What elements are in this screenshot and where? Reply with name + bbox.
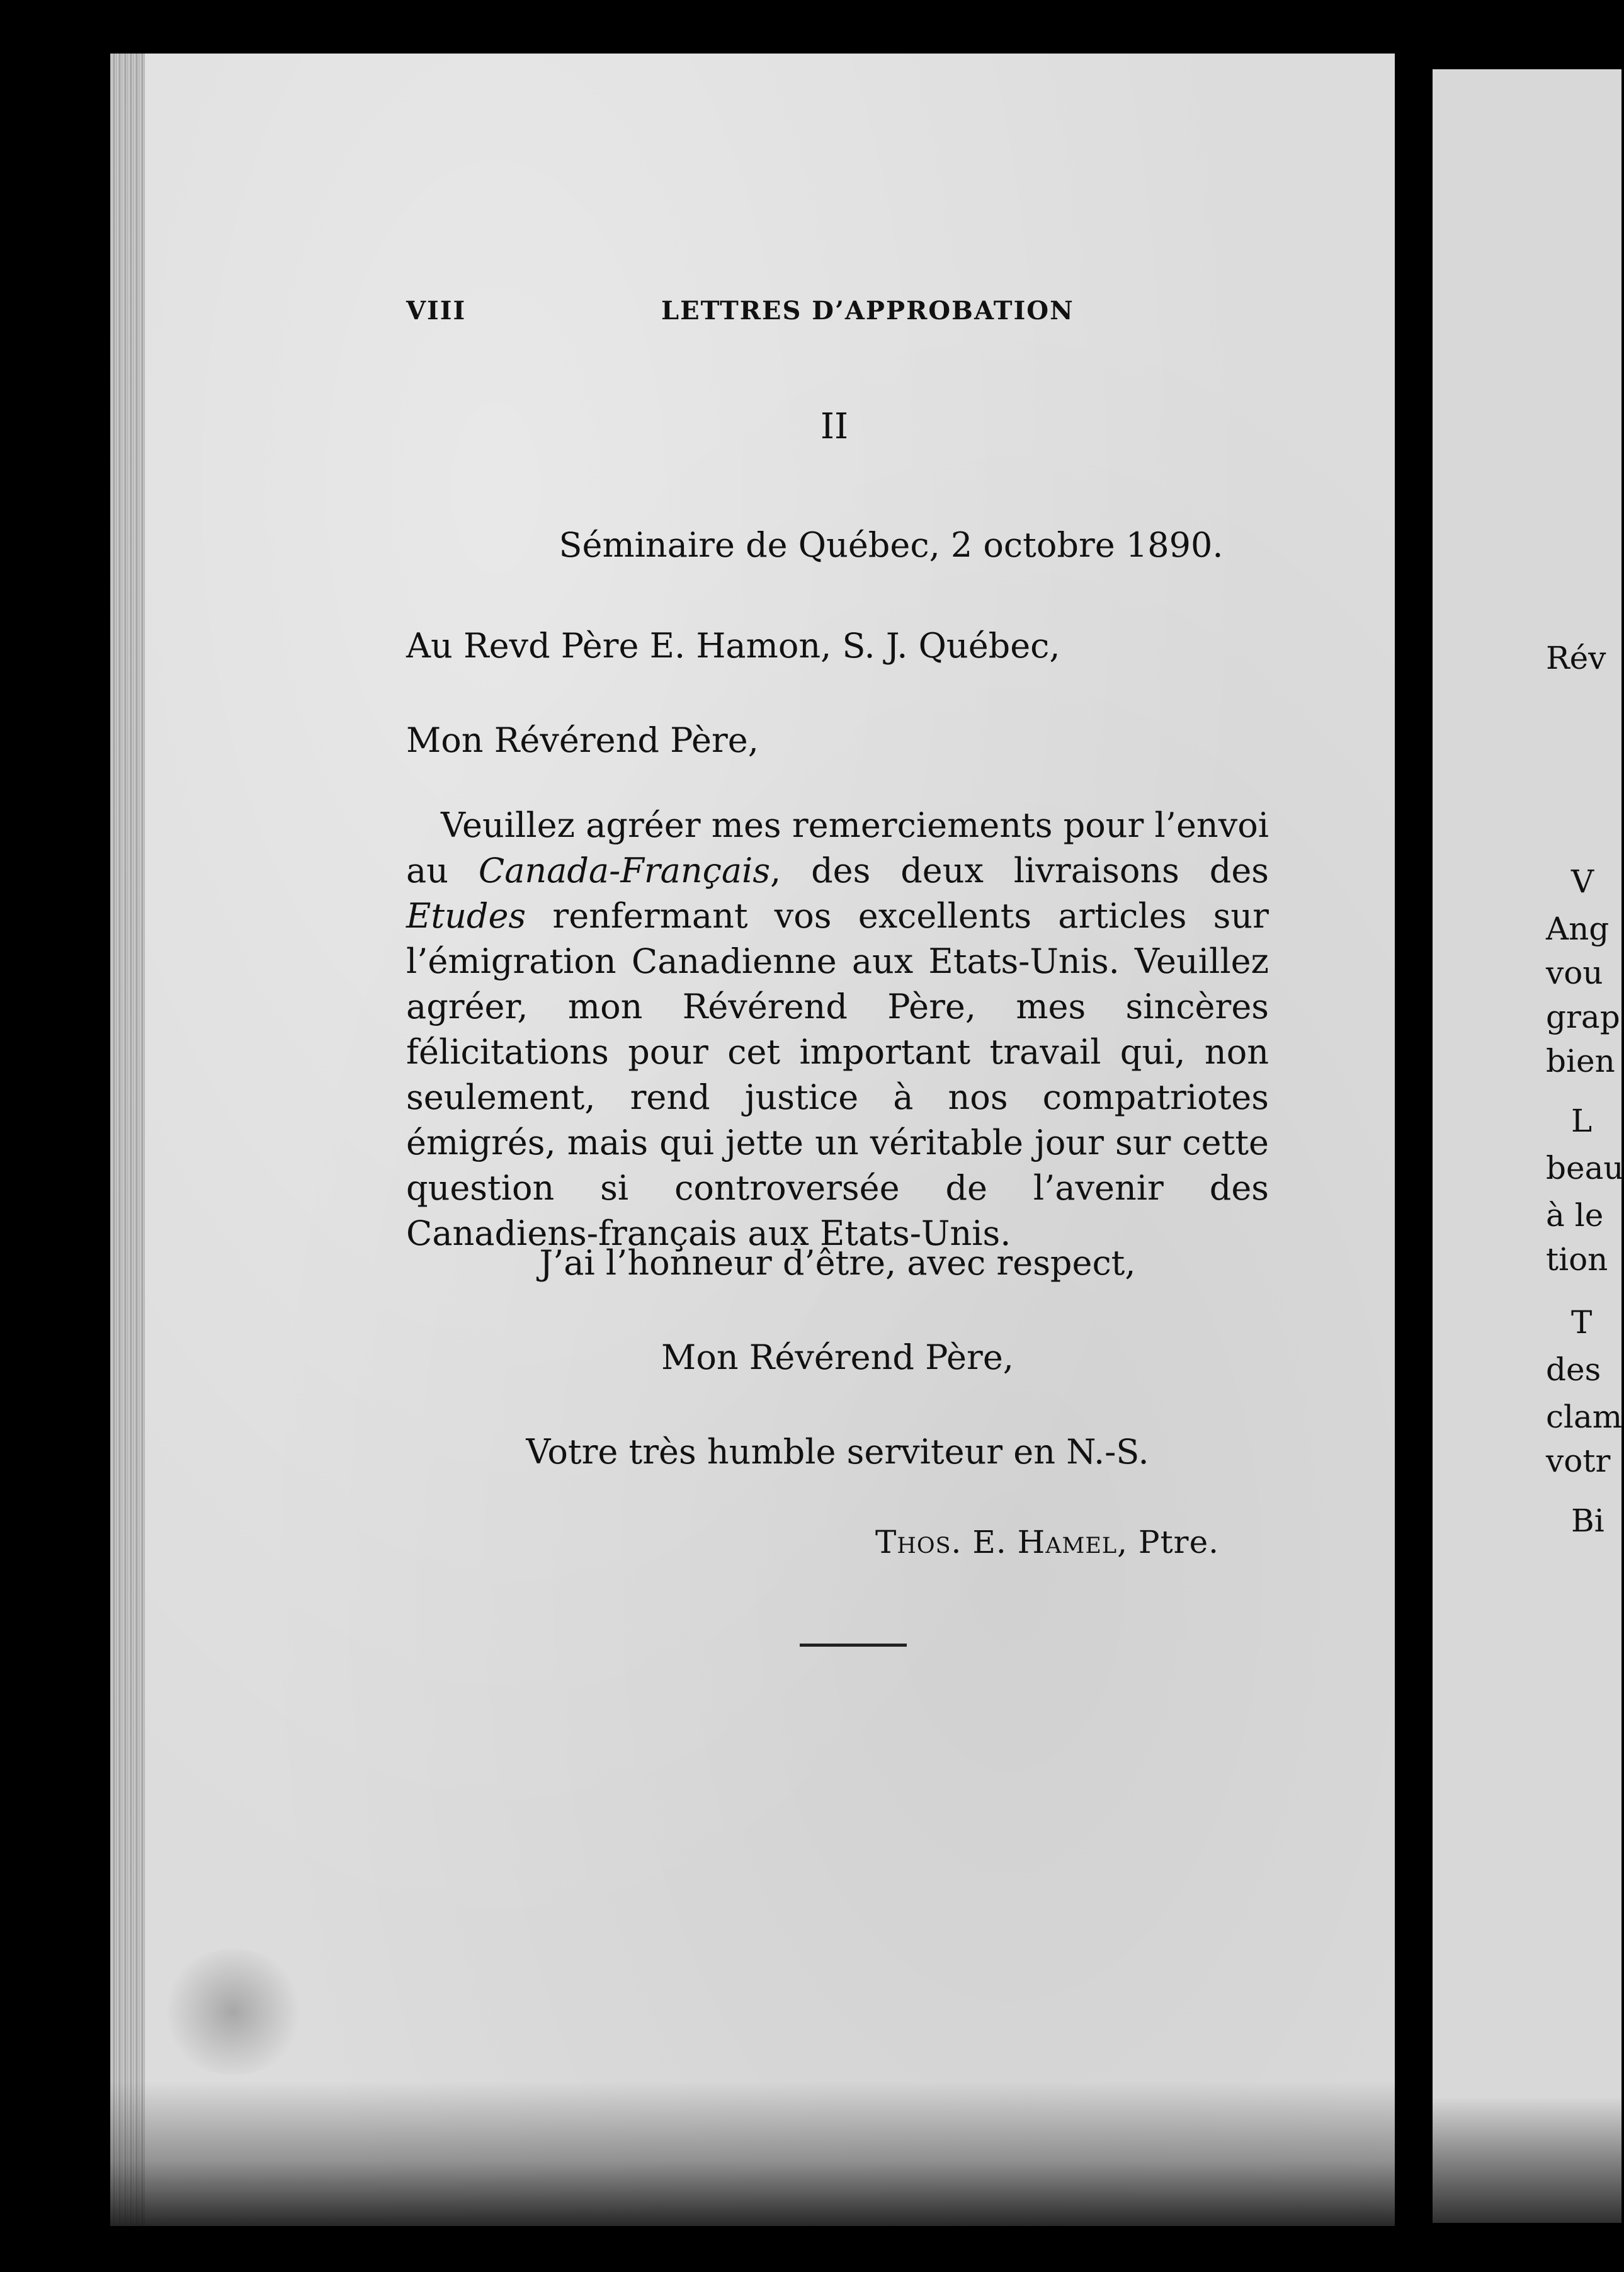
letter-body (406, 803, 1269, 1256)
letter-paragraph (406, 803, 1269, 1256)
fragment-text: à le (1546, 1197, 1604, 1234)
page-bottom-shadow (110, 2081, 1395, 2226)
page-number: VIII (406, 296, 467, 326)
fragment-text: vou (1546, 955, 1603, 991)
fragment-text: clam (1546, 1399, 1623, 1435)
adjacent-page (1433, 69, 1624, 2223)
fragment-text: T (1571, 1304, 1593, 1341)
page-edge-stack (110, 54, 145, 2226)
body-text-1: Veuillez agréer mes remerciements pour l’envoi au (406, 805, 1269, 890)
signature-first: Thos. (875, 1524, 962, 1560)
body-text-2: , des deux livraisons des (770, 851, 1269, 890)
fragment-text: bien (1546, 1043, 1615, 1079)
fragment-text: Ang (1546, 911, 1610, 947)
fragment-text: Bi (1571, 1502, 1604, 1539)
signature-suffix: , Ptre. (1117, 1524, 1220, 1560)
closing-line-1: J’ai l’honneur d’être, avec respect, (539, 1243, 1136, 1283)
body-text-3: renfermant vos excellents articles sur l’émigration Canadienne aux Etats-Unis. Veuillez agréer, mon Révérend Père, mes sincères félicitations pour cet important travail qui, non seulement, rend justice à nos compatriotes émigrés, mais qui jette un véritable jour sur cette question si controversée de l’avenir des Canadiens-français aux Etats-Unis. (406, 896, 1269, 1253)
signature-last: Hamel (1017, 1524, 1118, 1560)
fragment-text: des (1546, 1351, 1601, 1388)
fragment-text: Rév (1546, 640, 1606, 676)
closing-line-2: Mon Révérend Père, (661, 1338, 1014, 1377)
page-header (406, 296, 1263, 340)
signature-middle: E. (962, 1524, 1018, 1560)
book-page (110, 54, 1395, 2226)
fragment-text: V (1571, 863, 1594, 900)
addressee: Au Revd Père E. Hamon, S. J. Québec, (406, 626, 1060, 666)
body-italic-etudes: Etudes (406, 896, 526, 936)
dateline: Séminaire de Québec, 2 octobre 1890. (559, 525, 1224, 565)
adjacent-page-bottom-shadow (1433, 2097, 1621, 2223)
fragment-text: L (1571, 1103, 1593, 1139)
running-title: LETTRES D’APPROBATION (661, 296, 1074, 326)
fragment-text: tion (1546, 1241, 1608, 1278)
fragment-text: beau (1546, 1150, 1624, 1186)
end-rule (800, 1644, 907, 1647)
fragment-text: votr (1546, 1443, 1611, 1479)
body-italic-canada: Canada-Français (478, 851, 771, 890)
closing-line-3: Votre très humble serviteur en N.-S. (526, 1432, 1149, 1472)
paper-stain (161, 1949, 305, 2075)
letter-number: II (820, 406, 849, 447)
fragment-text: grap (1546, 999, 1620, 1035)
signature (875, 1524, 1219, 1560)
salutation: Mon Révérend Père, (406, 720, 759, 760)
